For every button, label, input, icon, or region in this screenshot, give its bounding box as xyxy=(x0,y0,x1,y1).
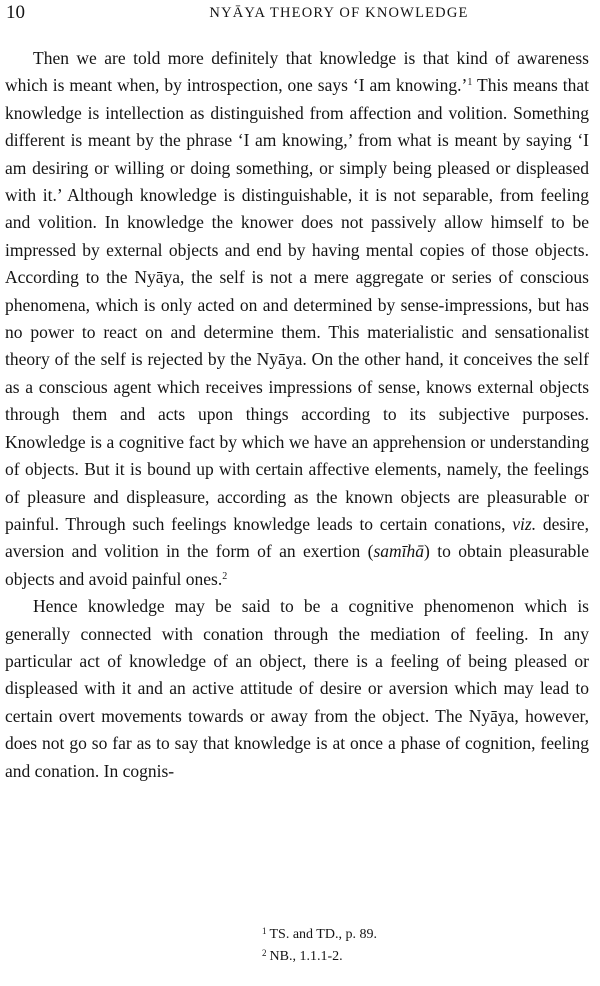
italic-term: samīhā xyxy=(373,541,425,562)
footnote-reference: 1 xyxy=(467,77,473,89)
text-segment: This means that knowledge is intellection as distinguished from affection and volition. Something different is meant by the phrase ‘I am knowing,’ from what is meant by saying ‘I am desiring or willing or doing something, or simply being pleased or displeased with it.’ Although knowledge is distinguishable, it is not separable, from feeling and volition. In knowledge the knower does not passively allow himself to be impressed by external objects and end by having mental copies of those objects. According to the Nyāya, the self is not a mere aggregate or series of conscious phenomena, which is only acted on and determined by sense-impressions, but has no power to react on and determine them. This materialistic and sensationalist theory of the self is rejected by the Nyāya. On the other hand, it conceives the self as a conscious agent which receives impressions of sense, knows external objects through them and acts upon things according to its subjective purposes. Knowledge is a cognitive fact by which we have an apprehension or understanding of objects. But it is bound up with certain affective elements, namely, the feelings of pleasure and displeasure, according as the known objects are pleasurable or painful. Through such feelings knowledge leads to certain conations, xyxy=(5,75,590,534)
text-segment: Then we are told more definitely that knowledge is that kind of awareness which is meant when, by introspection, one says ‘I am knowing.’ xyxy=(5,48,589,96)
body-text xyxy=(5,45,589,785)
footnote-mark: 1 xyxy=(262,926,267,936)
text-segment: desire, aversion and volition in the form of an exertion ( xyxy=(5,513,589,562)
italic-term: viz. xyxy=(512,513,537,534)
footnote-reference: 2 xyxy=(222,570,228,582)
text-segment: Hence knowledge may be said to be a cognitive phenomenon which is generally connected with conation through the mediation of feeling. In any particular act of knowledge of an object, there is a feeling of being pleased or displeased with it and an active attitude of desire or aversion which may lead to certain overt movements towards or away from the object. The Nyāya, however, does not go so far as to say that knowledge is at once a phase of cognition, feeling and conation. In cognis- xyxy=(5,596,589,781)
text-segment: ) to obtain pleasurable objects and avoid painful ones. xyxy=(5,541,589,589)
footnotes xyxy=(262,922,377,966)
footnote-text: NB., 1.1.1-2. xyxy=(269,949,343,964)
footnote xyxy=(262,922,377,944)
paragraph xyxy=(5,593,589,785)
running-title: NYĀYA THEORY OF KNOWLEDGE xyxy=(209,5,469,21)
footnote-text: TS. and TD., p. 89. xyxy=(269,927,377,942)
footnote xyxy=(262,944,377,966)
footnote-mark: 2 xyxy=(262,948,267,958)
paragraph xyxy=(5,45,589,593)
page-number: 10 xyxy=(6,2,25,23)
page-header xyxy=(6,2,590,24)
